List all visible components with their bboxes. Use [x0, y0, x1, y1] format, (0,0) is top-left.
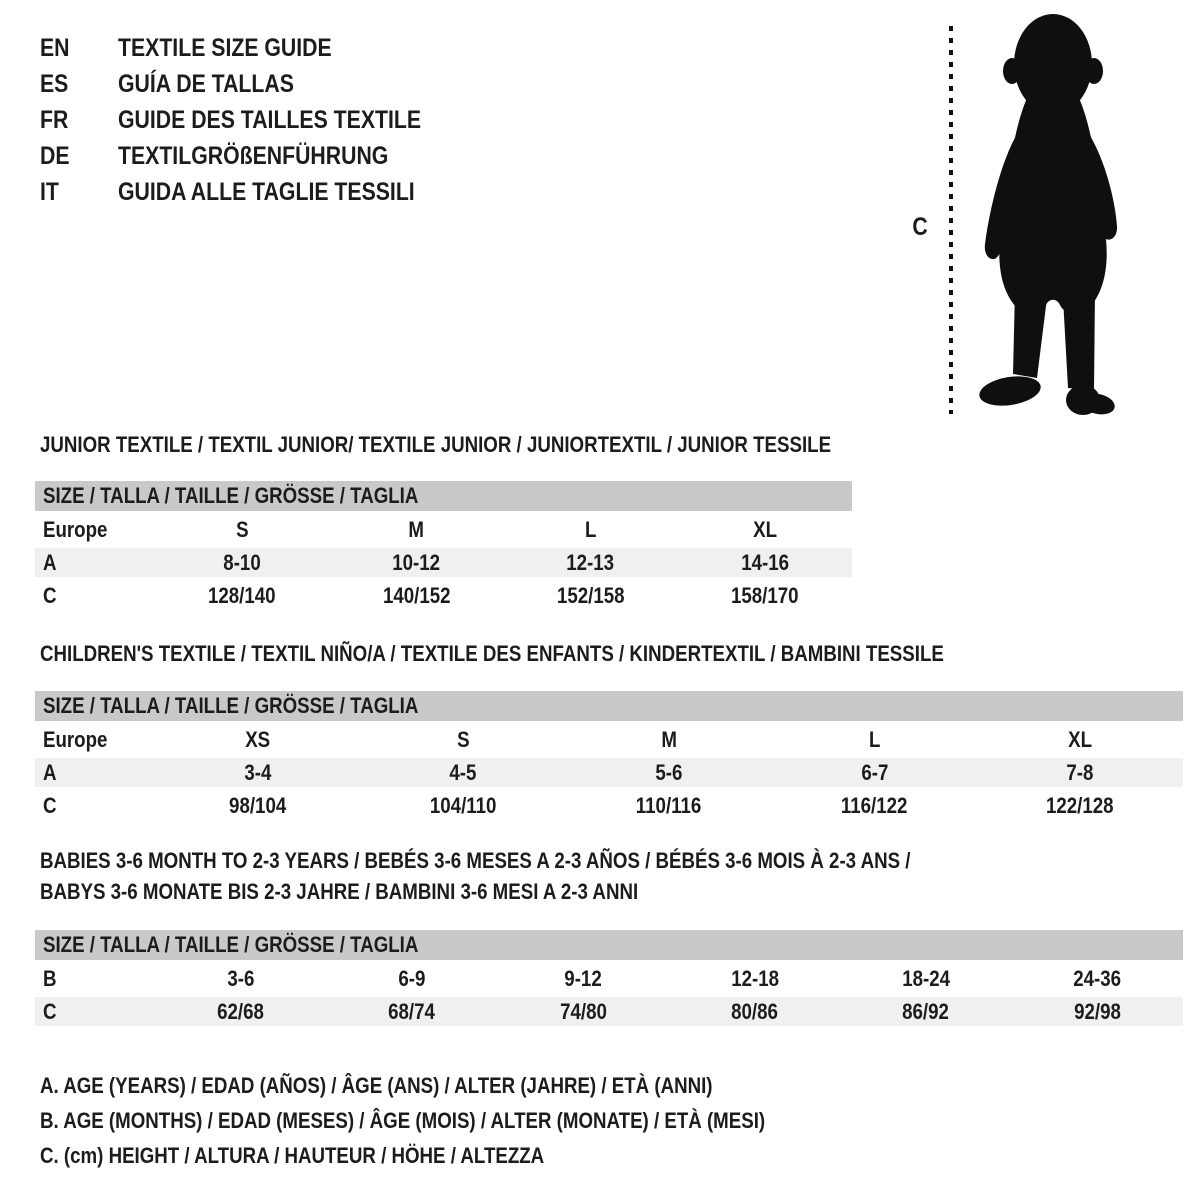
size-header-label: SIZE / TALLA / TAILLE / GRÖSSE / TAGLIA: [43, 932, 419, 957]
height-cell: 92/98: [1073, 999, 1121, 1024]
height-cell: 116/122: [841, 793, 908, 818]
size-cell: XS: [245, 727, 271, 752]
babies-size-table: [35, 930, 1183, 1030]
age-cell: 18-24: [902, 966, 950, 991]
row-label: C: [43, 793, 57, 818]
language-row: [0, 30, 700, 66]
age-cell: 4-5: [449, 760, 477, 785]
size-cell: M: [661, 727, 677, 752]
language-row: [0, 102, 700, 138]
legend-line-b-text: B. AGE (MONTHS) / EDAD (MESES) / ÂGE (MOIS) / ALTER (MONATE) / ETÀ (MESI): [40, 1108, 766, 1133]
junior-section-title: [40, 432, 971, 458]
size-cell: S: [235, 517, 249, 542]
guide-title-en: TEXTILE SIZE GUIDE: [118, 34, 332, 62]
age-cell: 9-12: [564, 966, 603, 991]
guide-title-de: TEXTILGRÖßENFÜHRUNG: [118, 142, 389, 170]
age-cell: 12-13: [566, 550, 615, 575]
language-code: DE: [40, 142, 70, 170]
babies-section-title-line2: BABYS 3-6 MONATE BIS 2-3 JAHRE / BAMBINI 3-6 MESI A 2-3 ANNI: [40, 879, 639, 904]
language-title-list: [0, 30, 700, 210]
language-row: [0, 138, 700, 174]
size-header-label: SIZE / TALLA / TAILLE / GRÖSSE / TAGLIA: [43, 693, 419, 718]
table-row-age-years: [35, 758, 1183, 787]
table-row-age-months: [35, 964, 1183, 993]
size-cell: M: [408, 517, 425, 542]
language-code: EN: [40, 34, 70, 62]
age-cell: 5-6: [655, 760, 683, 785]
toddler-silhouette-icon: [905, 8, 1157, 422]
legend-line-c-text: C. (cm) HEIGHT / ALTURA / HAUTEUR / HÖHE / ALTEZZA: [40, 1143, 545, 1168]
age-cell: 10-12: [392, 550, 441, 575]
language-code: IT: [40, 178, 59, 206]
children-section-title: [40, 641, 1103, 667]
language-code: ES: [40, 70, 69, 98]
language-row: [0, 66, 700, 102]
size-header-bar: [35, 691, 1183, 721]
babies-section-title: [40, 845, 1064, 907]
size-cell: S: [457, 727, 470, 752]
age-cell: 7-8: [1066, 760, 1094, 785]
size-cell: L: [868, 727, 881, 752]
age-cell: 3-6: [227, 966, 255, 991]
row-label: Europe: [43, 727, 108, 752]
age-cell: 12-18: [730, 966, 779, 991]
guide-title-it: GUIDA ALLE TAGLIE TESSILI: [118, 178, 415, 206]
size-cell: L: [584, 517, 597, 542]
junior-size-table: [35, 481, 852, 614]
height-cell: 68/74: [388, 999, 436, 1024]
age-cell: 24-36: [1073, 966, 1122, 991]
height-cell: 140/152: [382, 583, 451, 608]
row-label: B: [43, 966, 57, 991]
language-code: FR: [40, 106, 69, 134]
children-size-table: [35, 691, 1183, 824]
height-cell: 152/158: [556, 583, 625, 608]
row-label: A: [43, 550, 57, 575]
language-row: [0, 174, 700, 210]
height-cell: 98/104: [229, 793, 287, 818]
height-cell: 86/92: [902, 999, 950, 1024]
age-cell: 8-10: [223, 550, 261, 575]
age-cell: 6-7: [861, 760, 889, 785]
row-label: C: [43, 999, 57, 1024]
legend-line-b: [0, 1103, 893, 1138]
height-cell: 80/86: [731, 999, 779, 1024]
size-header-label: SIZE / TALLA / TAILLE / GRÖSSE / TAGLIA: [43, 483, 419, 508]
legend-line-a-text: A. AGE (YEARS) / EDAD (AÑOS) / ÂGE (ANS) / ALTER (JAHRE) / ETÀ (ANNI): [40, 1073, 713, 1098]
legend-line-c: [0, 1138, 893, 1173]
height-cell: 110/116: [636, 793, 702, 818]
height-cell: 62/68: [217, 999, 265, 1024]
height-cell: 128/140: [208, 583, 276, 608]
children-section-title-text: CHILDREN'S TEXTILE / TEXTIL NIÑO/A / TEXTILE DES ENFANTS / KINDERTEXTIL / BAMBINI TESSILE: [40, 641, 944, 666]
size-header-bar: [35, 930, 1183, 960]
row-label: A: [43, 760, 57, 785]
size-cell: XL: [752, 517, 777, 542]
height-cell: 104/110: [430, 793, 497, 818]
age-cell: 14-16: [740, 550, 789, 575]
table-row-age-years: [35, 548, 852, 577]
row-label: C: [43, 583, 57, 608]
height-cell: 74/80: [559, 999, 607, 1024]
height-cell: 158/170: [731, 583, 799, 608]
height-cell: 122/128: [1046, 793, 1114, 818]
size-cell: XL: [1068, 727, 1093, 752]
table-row-height-cm: [35, 997, 1183, 1026]
height-measure-label: C: [912, 213, 928, 241]
babies-section-title-line1: BABIES 3-6 MONTH TO 2-3 YEARS / BEBÉS 3-6 MESES A 2-3 AÑOS / BÉBÉS 3-6 MOIS À 2-3 ANS /: [40, 848, 911, 873]
guide-title-fr: GUIDE DES TAILLES TEXTILE: [118, 106, 422, 134]
table-row-europe: [35, 725, 1183, 754]
table-row-europe: [35, 515, 852, 544]
table-row-height-cm: [35, 581, 852, 610]
guide-title-es: GUÍA DE TALLAS: [118, 70, 294, 98]
age-cell: 3-4: [244, 760, 272, 785]
age-cell: 6-9: [398, 966, 426, 991]
legend-line-a: [0, 1068, 893, 1103]
height-figure: [905, 8, 1157, 422]
junior-section-title-text: JUNIOR TEXTILE / TEXTIL JUNIOR/ TEXTILE JUNIOR / JUNIORTEXTIL / JUNIOR TESSILE: [40, 432, 832, 457]
measurement-legend: [0, 1068, 893, 1173]
table-row-height-cm: [35, 791, 1183, 820]
size-header-bar: [35, 481, 852, 511]
row-label: Europe: [43, 517, 108, 542]
